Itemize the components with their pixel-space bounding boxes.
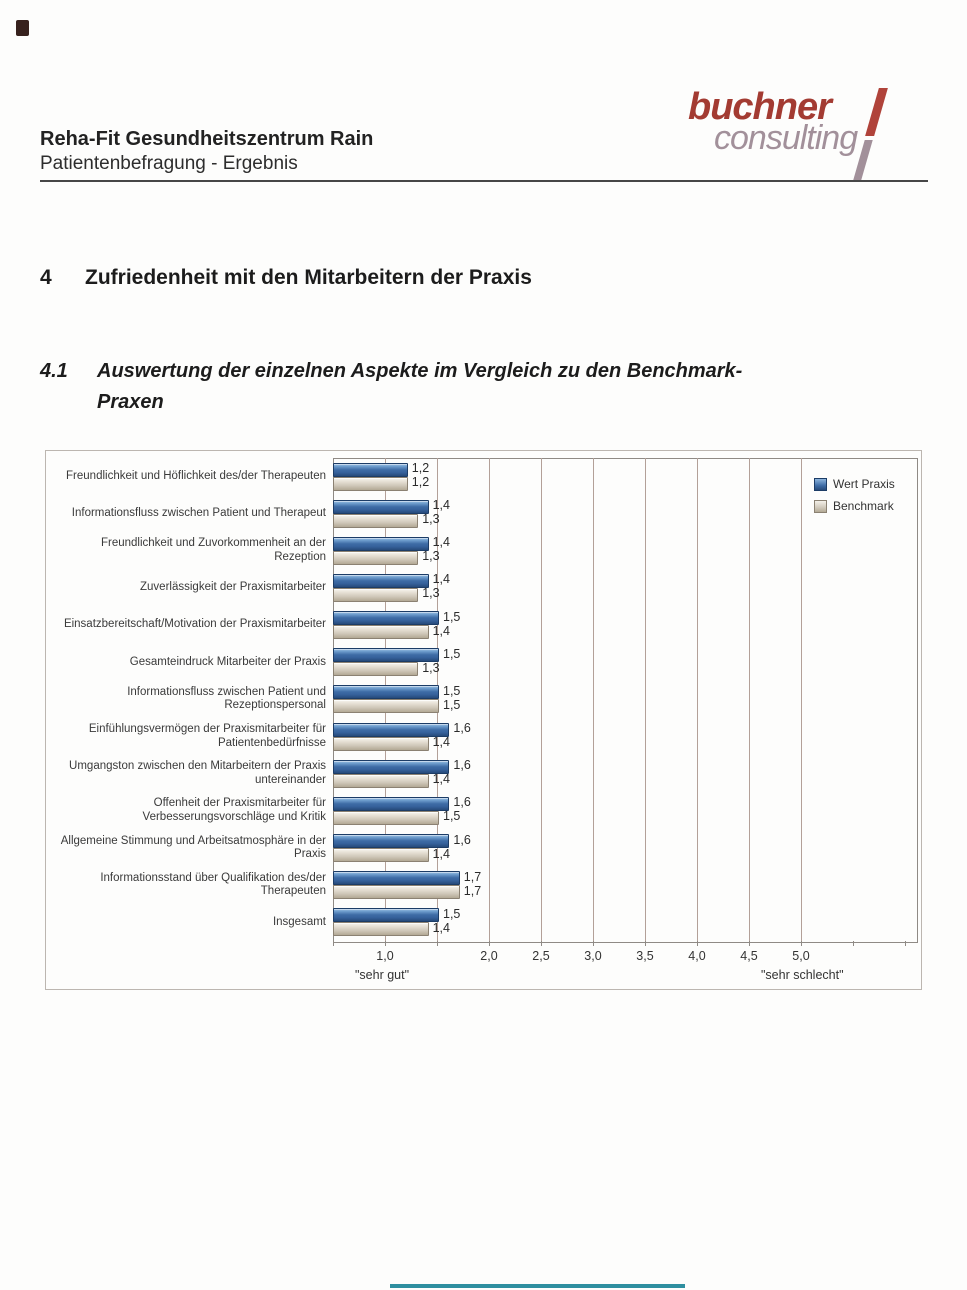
axis-tick xyxy=(905,941,906,946)
value-label-wert-praxis: 1,5 xyxy=(443,906,461,921)
legend-swatch-benchmark-icon xyxy=(814,500,827,513)
category-label: Freundlichkeit und Höflichkeit des/der Therapeuten xyxy=(66,469,326,482)
scan-artifact-spot xyxy=(16,20,29,36)
subsection-title: Auswertung der einzelnen Aspekte im Vergleich zu den Benchmark-Praxen xyxy=(97,360,743,413)
axis-tick-label: 2,5 xyxy=(532,949,550,963)
gridline xyxy=(801,458,802,941)
bar-wert-praxis xyxy=(333,611,439,625)
bar-benchmark xyxy=(333,699,439,713)
value-label-benchmark: 1,3 xyxy=(422,549,440,564)
category-label: Informationsfluss zwischen Patient und Rezeptionspersonal xyxy=(127,685,326,712)
value-label-wert-praxis: 1,5 xyxy=(443,683,461,698)
gridline xyxy=(489,458,490,941)
section-title: Zufriedenheit mit den Mitarbeitern der Praxis xyxy=(85,266,532,289)
axis-tick xyxy=(593,941,594,946)
bar-benchmark xyxy=(333,514,418,528)
bar-wert-praxis xyxy=(333,685,439,699)
value-label-benchmark: 1,4 xyxy=(432,772,450,787)
value-label-benchmark: 1,3 xyxy=(422,660,440,675)
category-label: Informationsstand über Qualifikation des/der Therapeuten xyxy=(100,871,326,898)
company-name: Reha-Fit Gesundheitszentrum Rain xyxy=(40,128,374,150)
value-label-wert-praxis: 1,6 xyxy=(453,795,471,810)
benchmark-bar-chart xyxy=(45,450,922,990)
value-label-wert-praxis: 1,5 xyxy=(443,646,461,661)
gridline xyxy=(749,458,750,941)
logo-word-consulting: consulting xyxy=(714,119,858,157)
bar-benchmark xyxy=(333,551,418,565)
bar-benchmark xyxy=(333,477,408,491)
axis-tick xyxy=(853,941,854,946)
category-label: Einsatzbereitschaft/Motivation der Praxismitarbeiter xyxy=(63,618,326,631)
buchner-consulting-logo xyxy=(688,86,928,186)
page-header xyxy=(40,128,640,175)
value-label-benchmark: 1,4 xyxy=(432,735,450,750)
bar-wert-praxis xyxy=(333,871,460,885)
category-label: Zuverlässigkeit der Praxismitarbeiter xyxy=(140,581,326,594)
value-label-wert-praxis: 1,6 xyxy=(453,832,471,847)
bar-wert-praxis xyxy=(333,463,408,477)
axis-tick-label: 4,5 xyxy=(740,949,758,963)
axis-tick xyxy=(541,941,542,946)
value-label-wert-praxis: 1,4 xyxy=(432,535,450,550)
value-label-benchmark: 1,3 xyxy=(422,586,440,601)
bar-wert-praxis xyxy=(333,500,429,514)
category-label: Offenheit der Praxismitarbeiter für Verbesserungsvorschläge und Kritik xyxy=(142,797,326,823)
value-label-wert-praxis: 1,2 xyxy=(411,461,430,475)
axis-tick xyxy=(801,941,802,946)
gridline xyxy=(645,458,646,941)
legend-swatch-wert-praxis-icon xyxy=(814,478,827,491)
gridline xyxy=(593,458,594,941)
report-subtitle: Patientenbefragung - Ergebnis xyxy=(40,153,298,174)
category-label: Umgangston zwischen den Mitarbeitern der Praxis untereinander xyxy=(69,760,326,786)
legend-label: Benchmark xyxy=(833,499,894,513)
axis-tick xyxy=(697,941,698,946)
value-label-benchmark: 1,7 xyxy=(463,883,482,898)
axis-tick xyxy=(333,941,334,946)
bar-benchmark xyxy=(333,662,418,676)
legend-item xyxy=(814,499,914,513)
category-label: Informationsfluss zwischen Patient und Therapeut xyxy=(71,506,326,519)
bar-benchmark xyxy=(333,885,460,899)
bar-benchmark xyxy=(333,737,429,751)
axis-tick-label: 5,0 xyxy=(792,949,810,963)
bar-benchmark xyxy=(333,625,429,639)
legend-item xyxy=(814,477,914,491)
value-label-benchmark: 1,4 xyxy=(432,846,450,861)
category-label: Gesamteindruck Mitarbeiter der Praxis xyxy=(129,655,326,668)
scan-artifact-line xyxy=(390,1284,685,1288)
value-label-benchmark: 1,2 xyxy=(411,475,430,489)
axis-tick xyxy=(489,941,490,946)
bar-benchmark xyxy=(333,848,429,862)
category-label: Allgemeine Stimmung und Arbeitsatmosphäre in der Praxis xyxy=(60,834,326,861)
bar-wert-praxis xyxy=(333,537,429,551)
bar-wert-praxis xyxy=(333,574,429,588)
axis-tick xyxy=(749,941,750,946)
section-number: 4 xyxy=(40,266,52,289)
value-label-wert-praxis: 1,4 xyxy=(432,498,450,513)
value-label-wert-praxis: 1,7 xyxy=(463,869,482,884)
bar-wert-praxis xyxy=(333,797,449,811)
axis-tick xyxy=(437,941,438,946)
value-label-wert-praxis: 1,6 xyxy=(453,721,471,736)
bar-benchmark xyxy=(333,588,418,602)
subsection-number: 4.1 xyxy=(40,360,68,382)
bar-benchmark xyxy=(333,774,429,788)
bar-benchmark xyxy=(333,811,439,825)
axis-tick xyxy=(385,941,386,946)
axis-tick-label: 4,0 xyxy=(688,949,706,963)
header-rule xyxy=(40,180,928,182)
value-label-benchmark: 1,5 xyxy=(443,809,461,824)
bar-wert-praxis xyxy=(333,908,439,922)
gridline xyxy=(541,458,542,941)
category-label: Insgesamt xyxy=(272,915,326,928)
value-label-benchmark: 1,4 xyxy=(432,920,450,935)
legend-label: Wert Praxis xyxy=(833,477,895,491)
axis-tick-label: 1,0 xyxy=(376,949,394,963)
chart-legend xyxy=(814,477,914,521)
bar-benchmark xyxy=(333,922,429,936)
value-label-benchmark: 1,5 xyxy=(443,697,461,712)
gridline xyxy=(697,458,698,941)
category-label: Freundlichkeit und Zuvorkommenheit an der Rezeption xyxy=(100,537,326,563)
logo-slash-icon xyxy=(865,88,888,136)
value-label-wert-praxis: 1,5 xyxy=(443,609,461,624)
value-label-wert-praxis: 1,4 xyxy=(432,572,450,587)
axis-tick xyxy=(645,941,646,946)
value-label-wert-praxis: 1,6 xyxy=(453,758,471,773)
axis-note-sehr-schlecht: "sehr schlecht" xyxy=(761,968,844,982)
value-label-benchmark: 1,3 xyxy=(422,512,440,527)
axis-tick-label: 2,0 xyxy=(480,949,498,963)
axis-tick-label: 3,5 xyxy=(636,949,654,963)
value-label-benchmark: 1,4 xyxy=(432,623,450,638)
category-label: Einfühlungsvermögen der Praxismitarbeiter für Patientenbedürfnisse xyxy=(88,723,326,749)
axis-note-sehr-gut: "sehr gut" xyxy=(355,968,410,982)
axis-tick-label: 3,0 xyxy=(584,949,602,963)
logo-word-buchner: buchner xyxy=(688,86,831,128)
